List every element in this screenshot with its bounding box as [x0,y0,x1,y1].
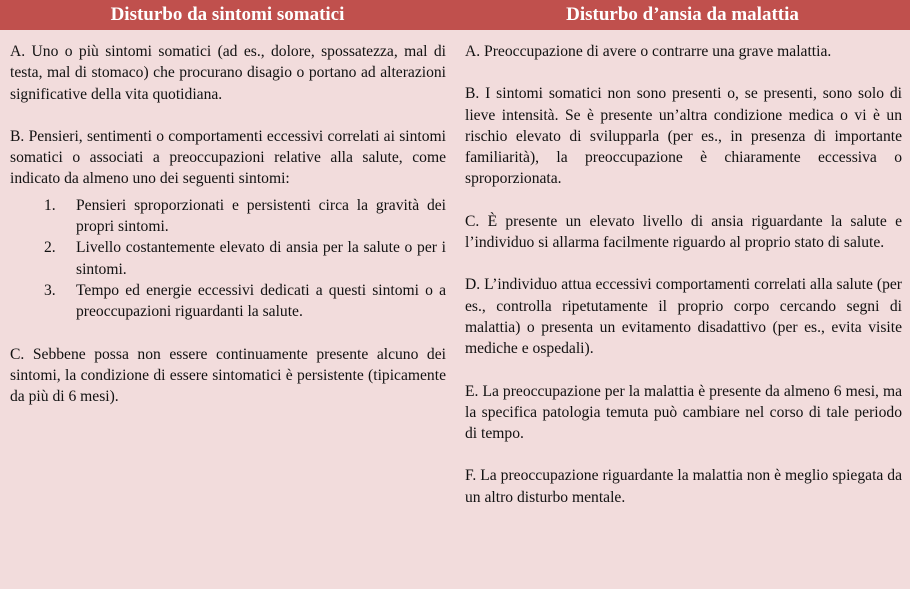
criterion-c: C. È presente un elevato livello di ansia riguardante la salute e l’individuo si allarma facilmente riguardo al proprio stato di salute. [465,212,902,252]
list-item [10,237,446,280]
criterion-a: A. Preoccupazione di avere o contrarre una grave malattia. [465,43,832,60]
column-somatic-symptom-disorder [0,30,455,589]
list-item-text: Tempo ed energie eccessivi dedicati a questi sintomi o a preoccupazioni riguardanti la salute. [76,281,446,321]
criterion-c: C. Sebbene possa non essere continuamente presente alcuno dei sintomi, la condizione di essere sintomatici è persistente (tipicamente da più di 6 mesi). [10,345,446,406]
criterion-b: B. Pensieri, sentimenti o comportamenti eccessivi correlati ai sintomi somatici o associati a preoccupazioni relative alla salute, come indicato da almeno uno dei seguenti sintomi: [10,127,446,188]
criterion-e: E. La preoccupazione per la malattia è presente da almeno 6 mesi, ma la specifica patologia temuta può cambiare nel corso di tale periodo di tempo. [465,382,902,443]
header-illness-anxiety-disorder: Disturbo d’ansia da malattia [566,4,799,25]
criterion-d: D. L’individuo attua eccessivi comportamenti correlati alla salute (per es., controlla ripetutamente il proprio corpo cercando segni di malattia) o presenta un evitamento disadattivo (per es., evita visite mediche e ospedali). [465,276,902,358]
criterion-a: A. Uno o più sintomi somatici (ad es., dolore, spossatezza, mal di testa, mal di stomaco) che procurano disagio o portano ad alterazioni significative della vita quotidiana. [10,43,446,103]
list-item-number: 1. [44,196,56,214]
list-item-text: Livello costantemente elevato di ansia per la salute o per i sintomi. [76,239,446,278]
column-illness-anxiety-disorder [455,30,910,589]
list-item-text: Pensieri sproporzionati e persistenti circa la gravità dei propri sintomi. [76,196,446,236]
criterion-f: F. La preoccupazione riguardante la malattia non è meglio spiegata da un altro disturbo mentale. [465,467,902,506]
criterion-b: B. I sintomi somatici non sono presenti o, se presenti, sono solo di lieve intensità. Se è presente un’altra condizione medica o vi è un rischio elevato di svilupparla (per es., in presenza di importante familiarità), la preoccupazione è chiaramente eccessiva o sproporzionata. [465,85,902,188]
list-item [10,280,446,323]
table-body [0,30,910,589]
criterion-b-list [10,195,446,323]
header-somatic-symptom-disorder: Disturbo da sintomi somatici [110,4,345,25]
list-item-number: 2. [44,239,56,257]
list-item [10,195,446,238]
table-header [0,0,910,30]
list-item-number: 3. [44,281,56,299]
